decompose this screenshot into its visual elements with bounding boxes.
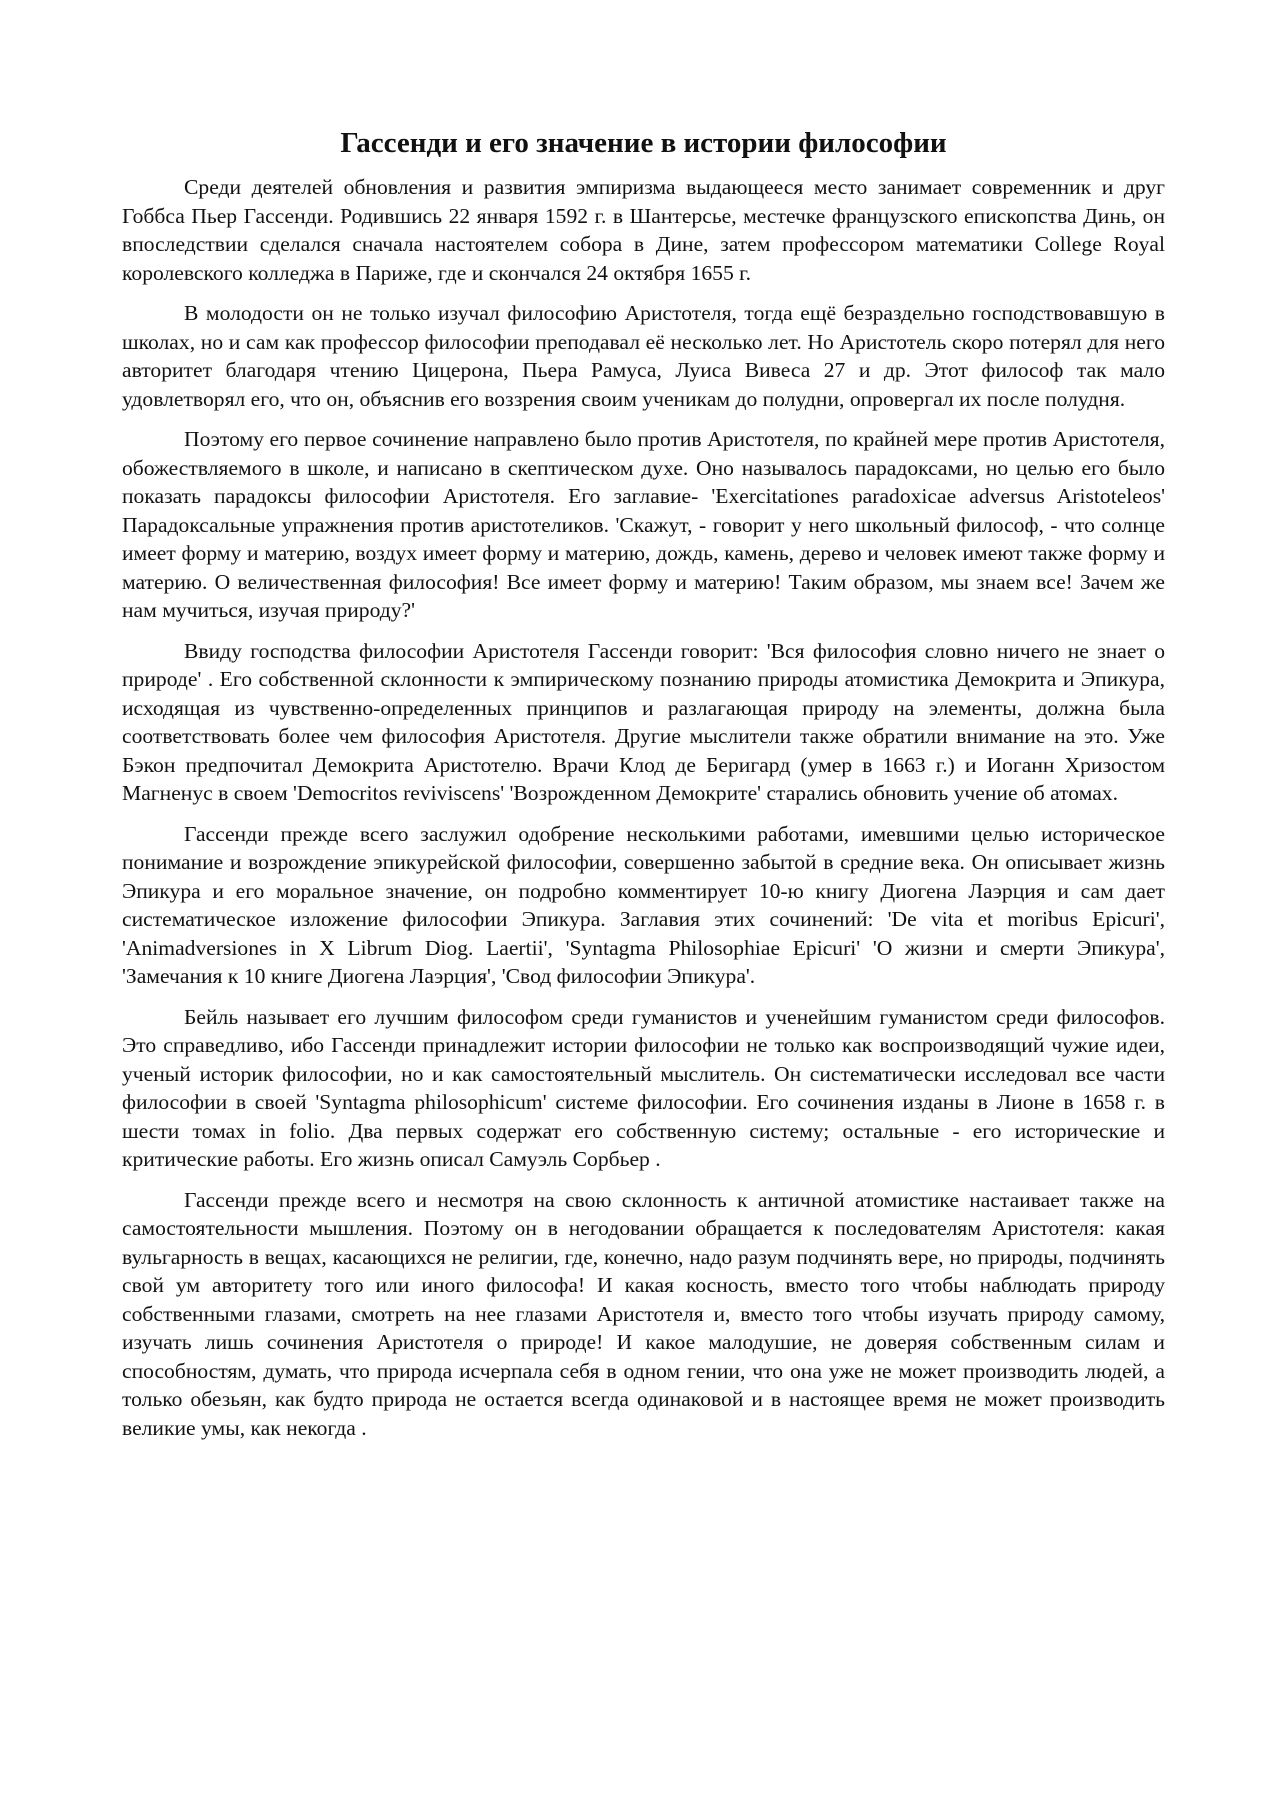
paragraph: Среди деятелей обновления и развития эмпиризма выдающееся место занимает современник и друг Гоббса Пьер Гассенди. Родившись 22 января 1592 г. в Шантерсье, местечке французского епископства Динь, он впоследствии сделался сначала настоятелем собора в Дине, затем профессором математики College Royal королевского колледжа в Париже, где и скончался 24 октября 1655 г. bbox=[122, 175, 1165, 285]
paragraph: Бейль называет его лучшим философом среди гуманистов и ученейшим гуманистом среди философов. Это справедливо, ибо Гассенди принадлежит истории философии не только как воспроизводящий чужие идеи, ученый историк философии, но и как самостоятельный мыслитель. Он систематически исследовал все части философии в своей 'Syntagma philosophicum' системе философии. Его сочинения изданы в Лионе в 1658 г. в шести томах in folio. Два первых содержат его собственную систему; остальные - его исторические и критические работы. Его жизнь описал Самуэль Сорбьер . bbox=[122, 1004, 1165, 1171]
paragraph: Гассенди прежде всего и несмотря на свою склонность к античной атомистике настаивает также на самостоятельности мышления. Поэтому он в негодовании обращается к последователям Аристотеля: какая вульгарность в вещах, касающихся не религии, где, конечно, надо разум подчинять вере, но природы, подчинять свой ум авторитету того или иного философа! И какая косность, вместо того чтобы наблюдать природу собственными глазами, смотреть на нее глазами Аристотеля и, вместо того чтобы изучать природу самому, изучать лишь сочинения Аристотеля о природе! И какое малодушие, не доверяя собственным силам и способностям, думать, что природа исчерпала себя в одном гении, что она уже не может производить людей, а только обезьян, как будто природа не остается всегда одинаковой и в настоящее время не может производить великие умы, как некогда . bbox=[122, 1187, 1165, 1440]
document-page bbox=[122, 125, 1165, 1454]
paragraph: Поэтому его первое сочинение направлено было против Аристотеля, по крайней мере против Аристотеля, обожествляемого в школе, и написано в скептическом духе. Оно называлось парадоксами, но целью его было показать парадоксы философии Аристотеля. Его заглавие- 'Exercitationes paradoxicae adversus Aristoteleos' Парадоксальные упражнения против аристотеликов. 'Скажут, - говорит у него школьный философ, - что солнце имеет форму и материю, воздух имеет форму и материю, дождь, камень, дерево и человек имеют также форму и материю. О величественная философия! Все имеет форму и материю! Таким образом, мы знаем все! Зачем же нам мучиться, изучая природу?' bbox=[122, 427, 1165, 622]
paragraph: Гассенди прежде всего заслужил одобрение несколькими работами, имевшими целью историческое понимание и возрождение эпикурейской философии, совершенно забытой в средние века. Он описывает жизнь Эпикура и его моральное значение, он подробно комментирует 10-ю книгу Диогена Лаэрция и сам дает систематическое изложение философии Эпикура. Заглавия этих сочинений: 'De vita et moribus Epicuri', 'Animadversiones in X Librum Diog. Laertii', 'Syntagma Philosophiae Epicuri' 'О жизни и смерти Эпикура', 'Замечания к 10 книге Диогена Лаэрция', 'Свод философии Эпикура'. bbox=[122, 821, 1165, 988]
paragraph: Ввиду господства философии Аристотеля Гассенди говорит: 'Вся философия словно ничего не знает о природе' . Его собственной склонности к эмпирическому познанию природы атомистика Демокрита и Эпикура, исходящая из чувственно-определенных принципов и разлагающая природу на элементы, должна была соответствовать более чем философия Аристотеля. Другие мыслители также обратили внимание на это. Уже Бэкон предпочитал Демокрита Аристотелю. Врачи Клод де Беригард (умер в 1663 г.) и Иоганн Хризостом Магненус в своем 'Democritos reviviscens' 'Возрожденном Демокрите' старались обновить учение об атомах. bbox=[122, 638, 1165, 805]
document-title: Гассенди и его значение в истории философии bbox=[340, 127, 947, 159]
paragraph: В молодости он не только изучал философию Аристотеля, тогда ещё безраздельно господствовавшую в школах, но и сам как профессор философии преподавал её несколько лет. Но Аристотель скоро потерял для него авторитет благодаря чтению Цицерона, Пьера Рамуса, Луиса Вивеса 27 и др. Этот философ так мало удовлетворял его, что он, объяснив его воззрения своим ученикам до полудни, опровергал их после полудня. bbox=[122, 301, 1165, 411]
